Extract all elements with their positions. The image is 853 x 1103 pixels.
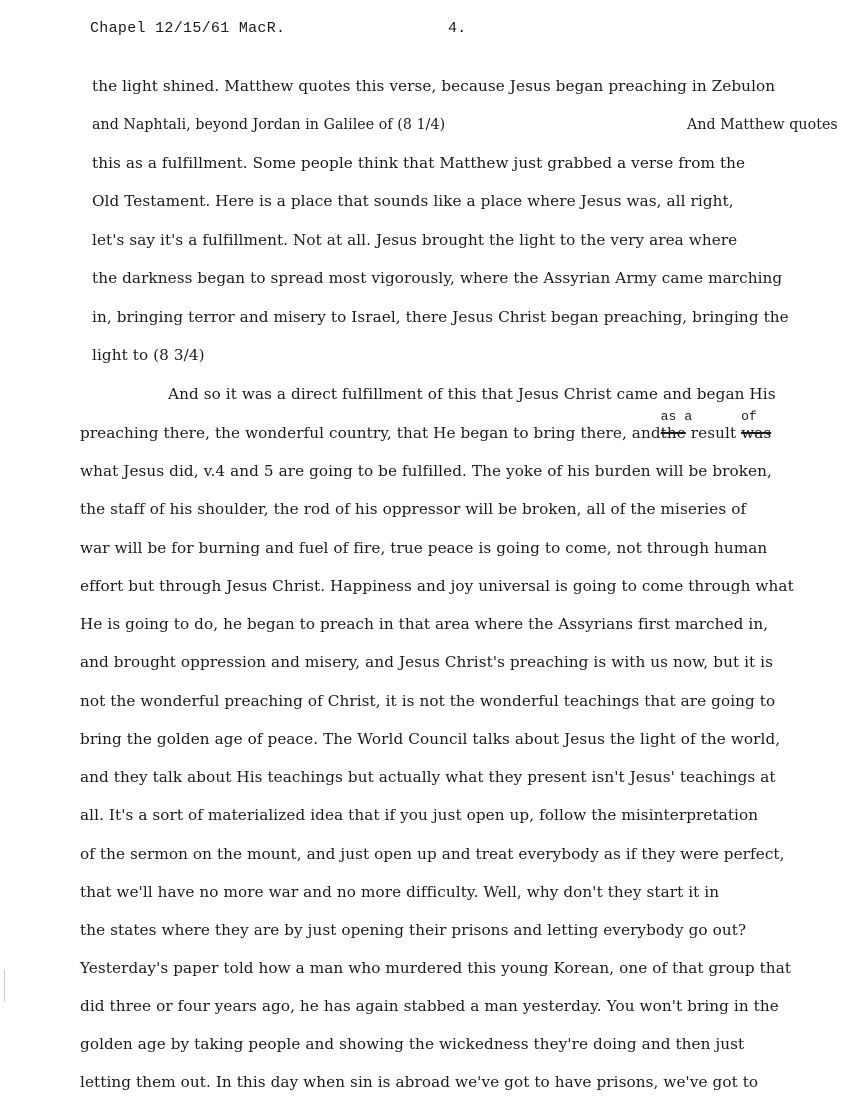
- inserted-text: of: [741, 409, 757, 424]
- text-line: let's say it's a fulfillment. Not at all. Jesus brought the light to the very area where: [92, 231, 738, 249]
- text-segment: result: [685, 424, 742, 442]
- text-line: not the wonderful preaching of Christ, it is not the wonderful teachings that are going to: [80, 692, 776, 710]
- text-line: and brought oppression and misery, and Jesus Christ's preaching is with us now, but it is: [80, 653, 774, 671]
- text-line: this as a fulfillment. Some people think that Matthew just grabbed a verse from the: [92, 154, 746, 172]
- text-line: all. It's a sort of materialized idea that if you just open up, follow the misinterpretation: [80, 806, 759, 824]
- struck-text: was: [741, 424, 772, 442]
- text-line: golden age by taking people and showing the wickedness they're doing and then just: [80, 1035, 745, 1053]
- text-line: the light shined. Matthew quotes this verse, because Jesus began preaching in Zebulon: [92, 77, 776, 95]
- text-segment: And Matthew quotes: [687, 115, 838, 133]
- text-line: Yesterday's paper told how a man who murdered this young Korean, one of that group that: [80, 959, 792, 977]
- text-line: letting them out. In this day when sin is abroad we've got to have prisons, we've got to: [80, 1073, 759, 1091]
- page-number: 4.: [448, 20, 467, 37]
- paragraph-first-line: And so it was a direct fulfillment of this that Jesus Christ came and began His: [168, 385, 776, 403]
- struck-text: the: [660, 424, 686, 442]
- text-line: the states where they are by just opening their prisons and letting everybody go out?: [80, 921, 747, 939]
- text-line: what Jesus did, v.4 and 5 are going to be fulfilled. The yoke of his burden will be broken,: [80, 462, 772, 480]
- text-segment: and Naphtali, beyond Jordan in Galilee of (8 1/4): [92, 115, 446, 133]
- text-line: [92, 115, 838, 133]
- text-line: Old Testament. Here is a place that sounds like a place where Jesus was, all right,: [92, 192, 734, 210]
- text-line: the darkness began to spread most vigorously, where the Assyrian Army came marching: [92, 269, 783, 287]
- correction: [741, 409, 772, 442]
- text-segment: preaching there, the wonderful country, that He began to bring there, and: [80, 424, 661, 442]
- text-line: war will be for burning and fuel of fire, true peace is going to come, not through human: [80, 539, 768, 557]
- inserted-text: as a: [660, 409, 693, 424]
- header-title: Chapel 12/15/61 MacR.: [90, 20, 286, 37]
- text-line: light to (8 3/4): [92, 346, 205, 364]
- text-line-with-corrections: [80, 409, 772, 442]
- text-line: bring the golden age of peace. The World Council talks about Jesus the light of the world,: [80, 730, 781, 748]
- text-line: He is going to do, he began to preach in that area where the Assyrians first marched in,: [80, 615, 769, 633]
- text-line: did three or four years ago, he has again stabbed a man yesterday. You won't bring in the: [80, 997, 779, 1015]
- text-line: and they talk about His teachings but actually what they present isn't Jesus' teachings at: [80, 768, 776, 786]
- text-line: of the sermon on the mount, and just open up and treat everybody as if they were perfect,: [80, 845, 785, 863]
- correction: [660, 409, 693, 442]
- text-line: in, bringing terror and misery to Israel, there Jesus Christ began preaching, bringing the: [92, 308, 789, 326]
- text-line: the staff of his shoulder, the rod of his oppressor will be broken, all of the miseries of: [80, 500, 747, 518]
- text-line: effort but through Jesus Christ. Happiness and joy universal is going to come through what: [80, 577, 794, 595]
- text-line: that we'll have no more war and no more difficulty. Well, why don't they start it in: [80, 883, 720, 901]
- margin-mark: [4, 970, 5, 1002]
